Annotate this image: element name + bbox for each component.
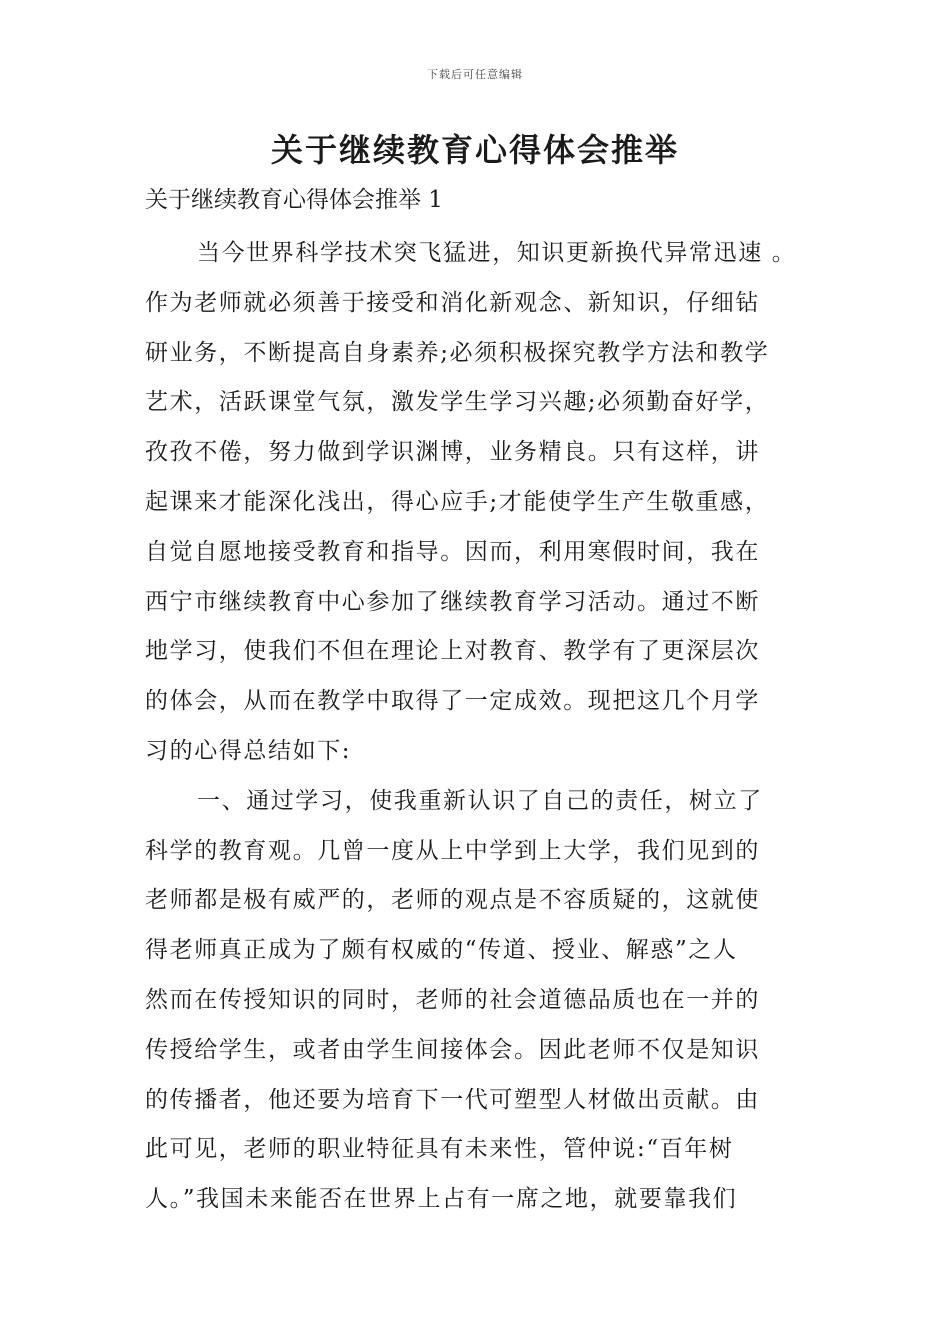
paragraph-1-line: 当今世界科学技术突飞猛进，知识更新换代异常迅速 。 xyxy=(197,240,797,266)
paragraph-1-line: 自觉自愿地接受教育和指导。因而，利用寒假时间，我在 xyxy=(145,538,760,565)
paragraph-2-line: 传授给学生，或者由学生间接体会。因此老师不仅是知识 xyxy=(145,1036,760,1063)
paragraph-1-line: 研业务，不断提高自身素养;必须积极探究教学方法和教学 xyxy=(145,339,770,366)
paragraph-1-line: 孜孜不倦，努力做到学识渊博，业务精良。只有这样，讲 xyxy=(145,439,760,466)
paragraph-2-line: 老师都是极有威严的，老师的观点是不容质疑的，这就使 xyxy=(145,887,760,914)
document-title: 关于继续教育心得体会推举 xyxy=(270,131,679,169)
paragraph-1-line: 地学习，使我们不但在理论上对教育、教学有了更深层次 xyxy=(145,638,760,665)
paragraph-2-line: 然而在传授知识的同时，老师的社会道德品质也在一并的 xyxy=(145,986,760,1013)
paragraph-2-line: 此可见，老师的职业特征具有未来性，管仲说:“百年树 xyxy=(145,1136,734,1163)
paragraph-2-line: 得老师真正成为了颇有权威的“传道、授业、解惑”之人 xyxy=(145,937,738,964)
paragraph-1-line: 起课来才能深化浅出，得心应手;才能使学生产生敬重感， xyxy=(145,488,770,515)
paragraph-1-line: 西宁市继续教育中心参加了继续教育学习活动。通过不断 xyxy=(145,588,760,615)
document-body xyxy=(145,229,815,1225)
section-subtitle: 关于继续教育心得体会推举 1 xyxy=(145,187,443,213)
paragraph-2-line: 科学的教育观。几曾一度从上中学到上大学，我们见到的 xyxy=(145,837,760,864)
paragraph-1-line: 的体会，从而在教学中取得了一定成效。现把这几个月学 xyxy=(145,688,760,715)
paragraph-1-line: 作为老师就必须善于接受和消化新观念、新知识，仔细钻 xyxy=(145,289,760,316)
paragraph-1-line: 艺术，活跃课堂气氛，激发学生学习兴趣;必须勤奋好学， xyxy=(145,389,770,416)
paragraph-2-line: 人。”我国未来能否在世界上占有一席之地，就要靠我们 xyxy=(145,1186,738,1213)
paragraph-2-line: 一、通过学习，使我重新认识了自己的责任，树立了 xyxy=(197,787,763,814)
paragraph-1-line: 习的心得总结如下: xyxy=(145,737,352,764)
header-note: 下载后可任意编辑 xyxy=(427,68,523,81)
paragraph-2-line: 的传播者，他还要为培育下一代可塑型人材做出贡献。由 xyxy=(145,1086,760,1113)
